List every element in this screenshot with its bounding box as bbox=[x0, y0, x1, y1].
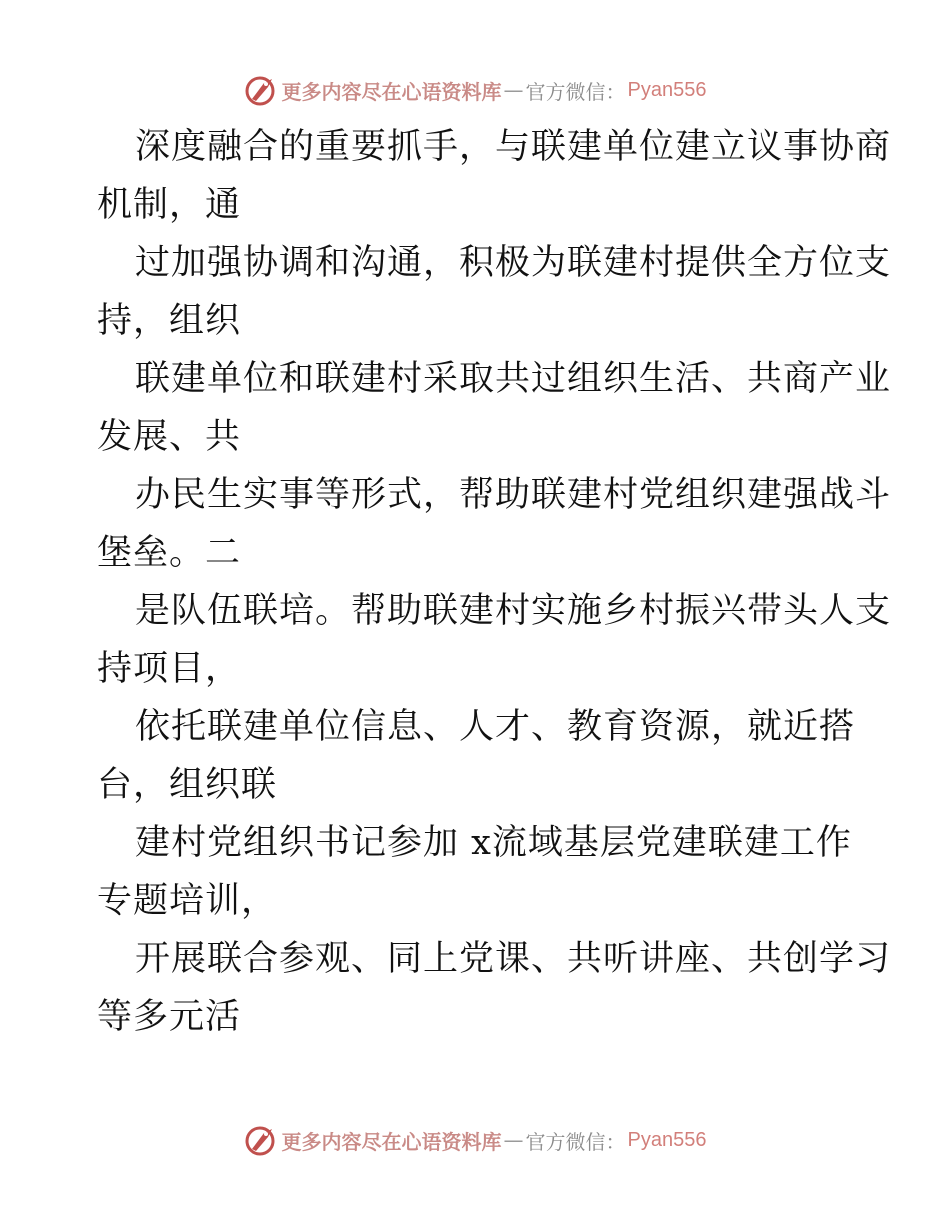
banner-dash: — bbox=[503, 1128, 524, 1152]
document-body bbox=[97, 118, 892, 1046]
text-line: 持，组织 bbox=[97, 301, 242, 341]
text-line: 堡垒。二 bbox=[97, 533, 242, 573]
pen-nib-logo-icon bbox=[244, 73, 278, 107]
text-line: 发展、共 bbox=[97, 417, 242, 457]
text-line: 专题培训， bbox=[97, 881, 278, 921]
text-line: 等多元活 bbox=[97, 997, 242, 1037]
text-line: 是队伍联培。帮助联建村实施乡村振兴带头人支 bbox=[135, 591, 892, 631]
text-line: 依托联建单位信息、人才、教育资源，就近搭 bbox=[135, 707, 856, 747]
banner-title: 更多内容尽在心语资料库 bbox=[281, 79, 502, 104]
text-line: 台，组织联 bbox=[97, 765, 278, 805]
banner-official-label: 官方微信： bbox=[525, 79, 626, 104]
footer-banner bbox=[0, 1120, 950, 1160]
banner-dash: — bbox=[503, 78, 524, 102]
text-line: 深度融合的重要抓手，与联建单位建立议事协商 bbox=[135, 127, 892, 167]
banner-official-label: 官方微信： bbox=[525, 1129, 626, 1154]
text-line: 办民生实事等形式，帮助联建村党组织建强战斗 bbox=[135, 475, 892, 515]
banner-title: 更多内容尽在心语资料库 bbox=[281, 1129, 502, 1154]
text-line: 持项目， bbox=[97, 649, 242, 689]
header-banner bbox=[0, 70, 950, 110]
banner-wechat-id: Pyan556 bbox=[627, 1128, 707, 1151]
pen-nib-logo-icon bbox=[244, 1123, 278, 1157]
text-line: 机制，通 bbox=[97, 185, 242, 225]
text-line: 过加强协调和沟通，积极为联建村提供全方位支 bbox=[135, 243, 892, 283]
banner-wechat-id: Pyan556 bbox=[627, 78, 707, 101]
text-line: 联建单位和联建村采取共过组织生活、共商产业 bbox=[135, 359, 892, 399]
text-line: 建村党组织书记参加 x流域基层党建联建工作 bbox=[135, 823, 852, 863]
text-line: 开展联合参观、同上党课、共听讲座、共创学习 bbox=[135, 939, 892, 979]
